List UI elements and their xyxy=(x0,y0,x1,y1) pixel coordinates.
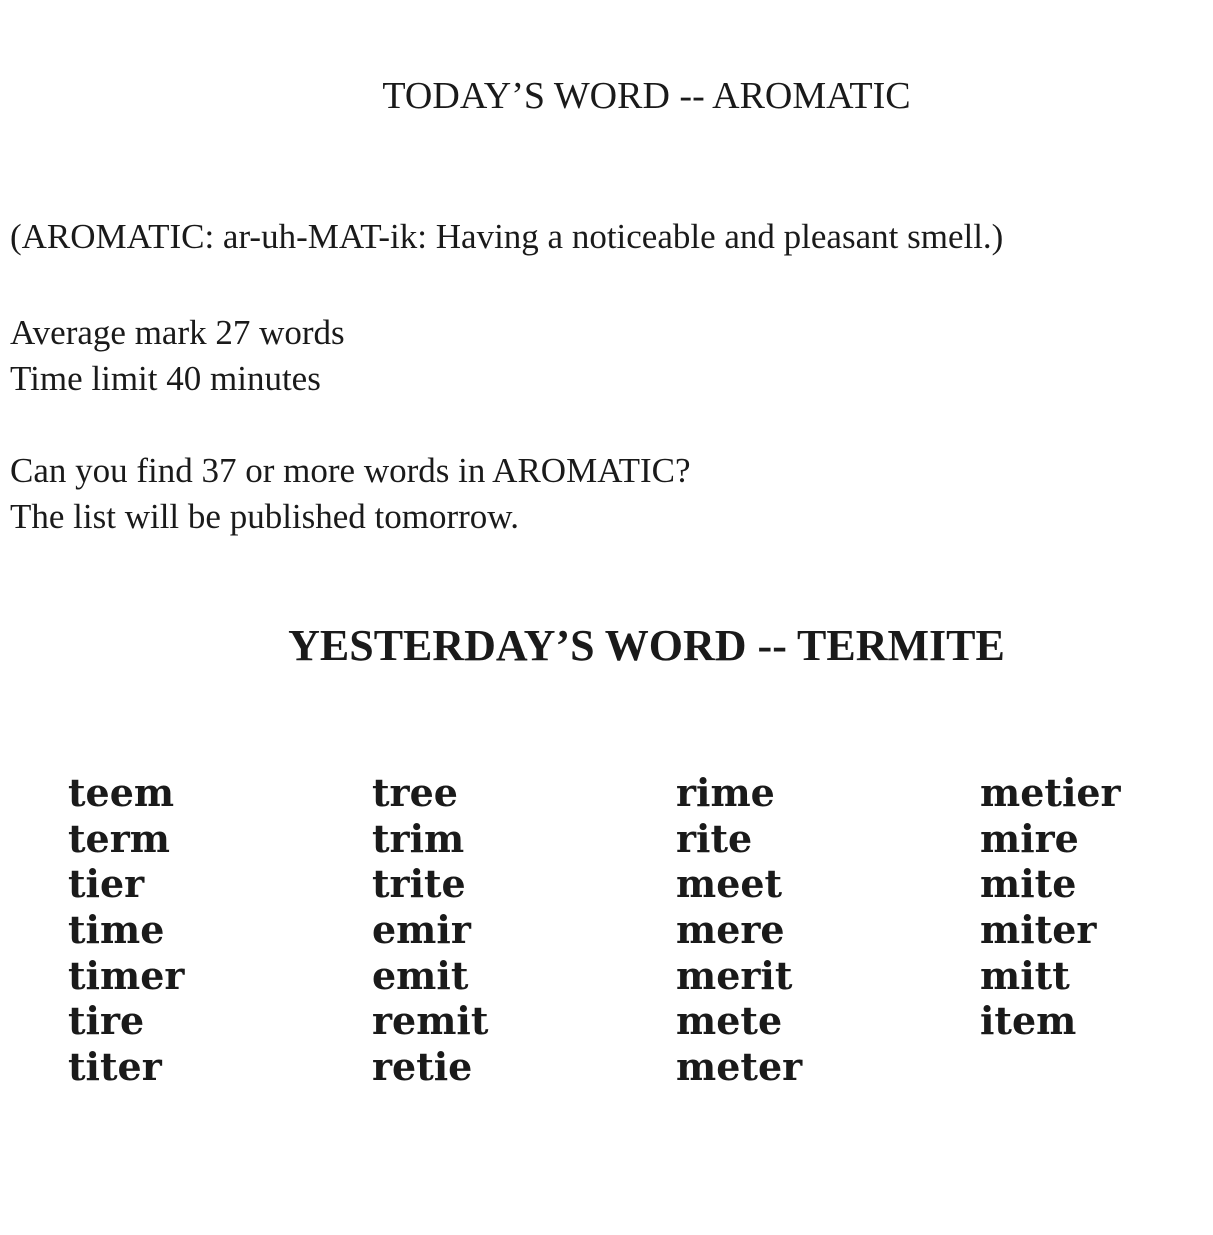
word-list-item: mire xyxy=(980,815,1079,861)
challenge-question: Can you find 37 or more words in AROMATIC? xyxy=(10,451,691,490)
todays-word-title: TODAY’S WORD -- AROMATIC xyxy=(382,75,911,117)
word-list-item: mete xyxy=(676,998,783,1044)
word-list-item: mite xyxy=(980,861,1077,907)
word-list-column-3 xyxy=(676,770,802,1090)
word-list-item: tree xyxy=(372,770,458,815)
word-list-item: meter xyxy=(676,1044,803,1090)
word-list-item: miter xyxy=(980,907,1097,953)
word-list-item: emit xyxy=(372,952,469,998)
word-list-column-1 xyxy=(68,770,184,1090)
puzzle-challenge xyxy=(10,448,691,540)
word-list-item: rite xyxy=(676,815,753,861)
word-list-item: item xyxy=(980,998,1077,1044)
word-list-item: time xyxy=(68,907,165,953)
word-list-item: rime xyxy=(676,770,775,815)
word-list-column-4 xyxy=(980,770,1121,1044)
word-list-item: meet xyxy=(676,861,783,907)
word-list-item: timer xyxy=(68,952,185,998)
word-list-item: titer xyxy=(68,1044,162,1090)
word-list-item: remit xyxy=(372,998,489,1044)
publish-note: The list will be published tomorrow. xyxy=(10,497,520,536)
word-list-item: tier xyxy=(68,861,145,907)
word-list-item: tire xyxy=(68,998,145,1044)
average-mark: Average mark 27 words xyxy=(10,313,345,352)
word-definition: (AROMATIC: ar-uh-MAT-ik: Having a noticeable and pleasant smell.) xyxy=(10,217,1004,256)
word-list-item: emir xyxy=(372,907,471,953)
yesterdays-word-title: YESTERDAY’S WORD -- TERMITE xyxy=(288,621,1005,670)
word-list-item: mitt xyxy=(980,952,1070,998)
word-list-item: retie xyxy=(372,1044,473,1090)
time-limit: Time limit 40 minutes xyxy=(10,359,321,398)
word-list-item: teem xyxy=(68,770,175,815)
word-list-column-2 xyxy=(372,770,488,1090)
puzzle-stats xyxy=(10,310,345,402)
word-list-item: metier xyxy=(980,770,1121,815)
word-list-item: trim xyxy=(372,815,465,861)
word-list-item: mere xyxy=(676,907,785,953)
word-list-item: merit xyxy=(676,952,793,998)
word-list-item: term xyxy=(68,815,170,861)
word-list-item: trite xyxy=(372,861,466,907)
